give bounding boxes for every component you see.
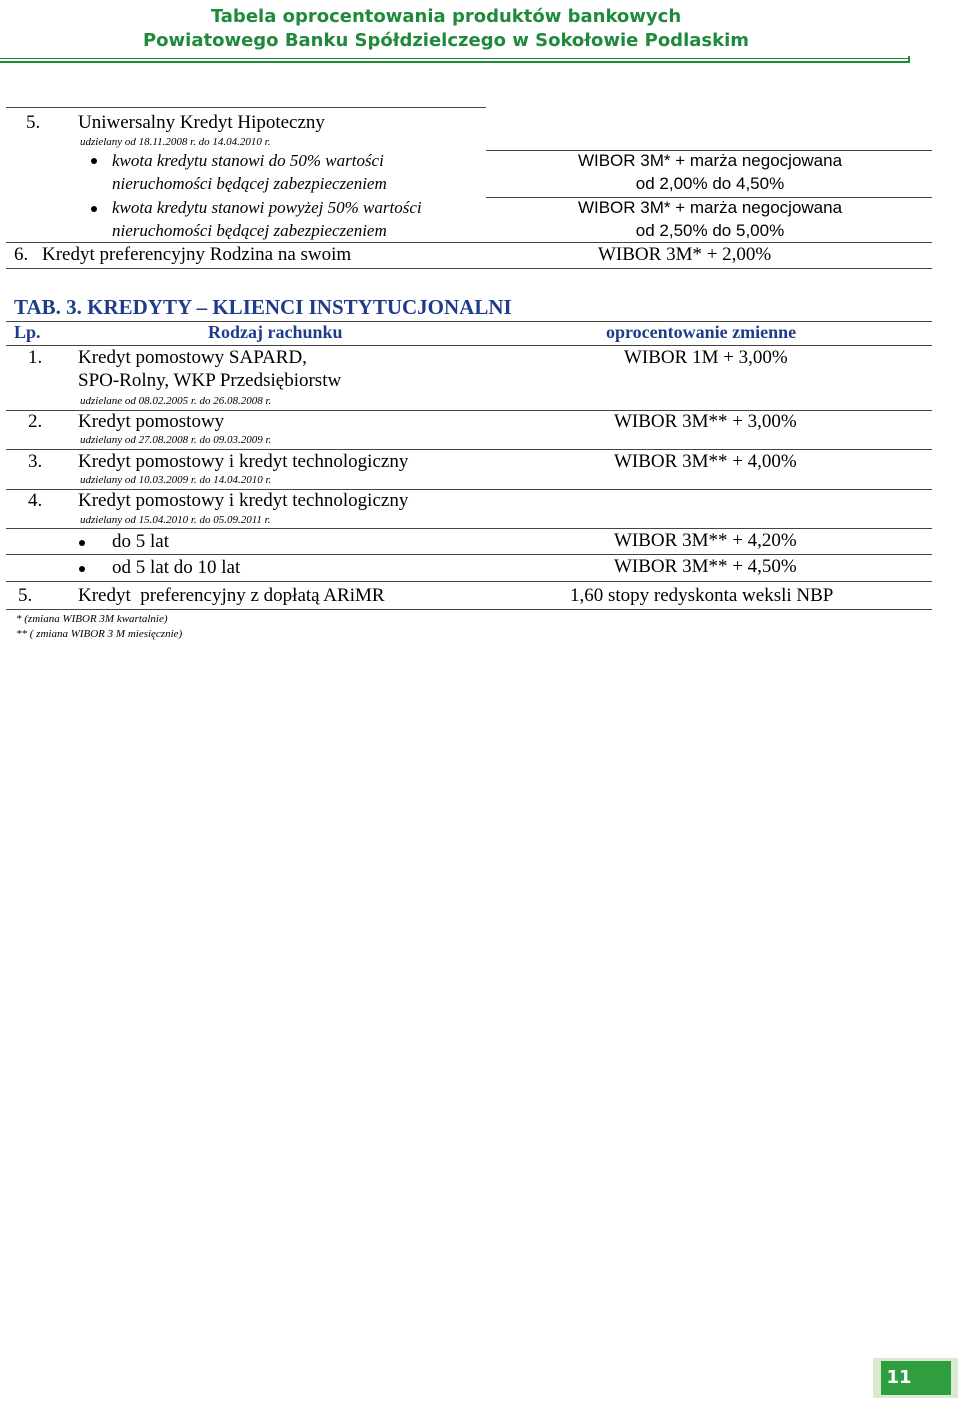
footnote: * (zmiana WIBOR 3M kwartalnie) [16, 613, 168, 625]
table-rule [6, 345, 932, 346]
row-title: Kredyt pomostowy [78, 411, 225, 432]
item-rate: WIBOR 3M* + marża negocjowana [577, 198, 843, 217]
header-divider-thick [0, 61, 910, 63]
row-number: 3. [28, 451, 43, 472]
row-rate: WIBOR 1M + 3,00% [624, 347, 788, 368]
sub-item-rate: WIBOR 3M** + 4,20% [614, 530, 797, 551]
bullet-icon [79, 566, 85, 572]
row-number: 1. [28, 347, 43, 368]
table-rule [6, 609, 932, 610]
table-rule [6, 107, 486, 108]
item-desc: kwota kredytu stanowi do 50% wartości [112, 151, 384, 170]
row-note: udzielany od 18.11.2008 r. do 14.04.2010 r. [80, 136, 271, 148]
header-divider-corner [908, 56, 910, 62]
row-title: Kredyt preferencyjny Rodzina na swoim [42, 244, 352, 265]
header-title-line2: Powiatowego Banku Spółdzielczego w Sokołowie Podlaskim [142, 30, 749, 51]
column-header-rate: oprocentowanie zmienne [606, 322, 797, 342]
row-title: Kredyt pomostowy i kredyt technologiczny [78, 490, 409, 511]
row-rate: 1,60 stopy redyskonta weksli NBP [570, 585, 834, 606]
row-rate: WIBOR 3M** + 3,00% [614, 411, 797, 432]
row-note: udzielany od 15.04.2010 r. do 05.09.2011 r. [80, 514, 271, 526]
bullet-icon [79, 540, 85, 546]
row-number: 4. [28, 490, 43, 511]
table-rule [6, 242, 932, 243]
row-number: 6. [14, 244, 29, 265]
item-desc: nieruchomości będącej zabezpieczeniem [112, 221, 387, 240]
row-title: Kredyt pomostowy i kredyt technologiczny [78, 451, 409, 472]
row-note: udzielany od 10.03.2009 r. do 14.04.2010 r. [80, 474, 272, 486]
bullet-icon [91, 206, 97, 212]
row-title: Kredyt preferencyjny z dopłatą ARiMR [78, 585, 385, 606]
item-rate: od 2,50% do 5,00% [635, 221, 785, 240]
header-divider [0, 58, 910, 59]
item-rate: od 2,00% do 4,50% [635, 174, 785, 193]
row-rate: WIBOR 3M** + 4,00% [614, 451, 797, 472]
row-title: Kredyt pomostowy SAPARD, [78, 347, 307, 368]
sub-item-label: od 5 lat do 10 lat [112, 557, 241, 578]
row-title: Uniwersalny Kredyt Hipoteczny [78, 112, 325, 133]
row-note: udzielane od 08.02.2005 r. do 26.08.2008 r. [80, 395, 272, 407]
item-desc: kwota kredytu stanowi powyżej 50% wartości [112, 198, 422, 217]
row-rate: WIBOR 3M* + 2,00% [598, 244, 772, 265]
row-number: 2. [28, 411, 43, 432]
page-number: 11 [886, 1367, 912, 1388]
row-number: 5. [26, 112, 41, 133]
row-number: 5. [18, 585, 33, 606]
column-header-lp: Lp. [14, 322, 41, 342]
row-title-cont: SPO-Rolny, WKP Przedsiębiorstw [78, 370, 342, 391]
item-desc: nieruchomości będącej zabezpieczeniem [112, 174, 387, 193]
table-rule [6, 581, 932, 582]
page-number-badge-fill [881, 1361, 951, 1395]
table-rule [6, 528, 932, 529]
table-rule [6, 449, 932, 450]
bullet-icon [91, 158, 97, 164]
table-rule [6, 554, 932, 555]
sub-item-label: do 5 lat [112, 531, 169, 552]
footnote: ** ( zmiana WIBOR 3 M miesięcznie) [16, 628, 183, 640]
column-header-type: Rodzaj rachunku [208, 322, 343, 342]
header-title-line1: Tabela oprocentowania produktów bankowych [210, 6, 682, 27]
page-number-badge [873, 1358, 958, 1398]
section-title: TAB. 3. KREDYTY – KLIENCI INSTYTUCJONALNI [14, 295, 512, 319]
sub-item-rate: WIBOR 3M** + 4,50% [614, 556, 797, 577]
row-note: udzielany od 27.08.2008 r. do 09.03.2009 r. [80, 434, 272, 446]
table-rule [6, 268, 932, 269]
item-rate: WIBOR 3M* + marża negocjowana [577, 151, 843, 170]
